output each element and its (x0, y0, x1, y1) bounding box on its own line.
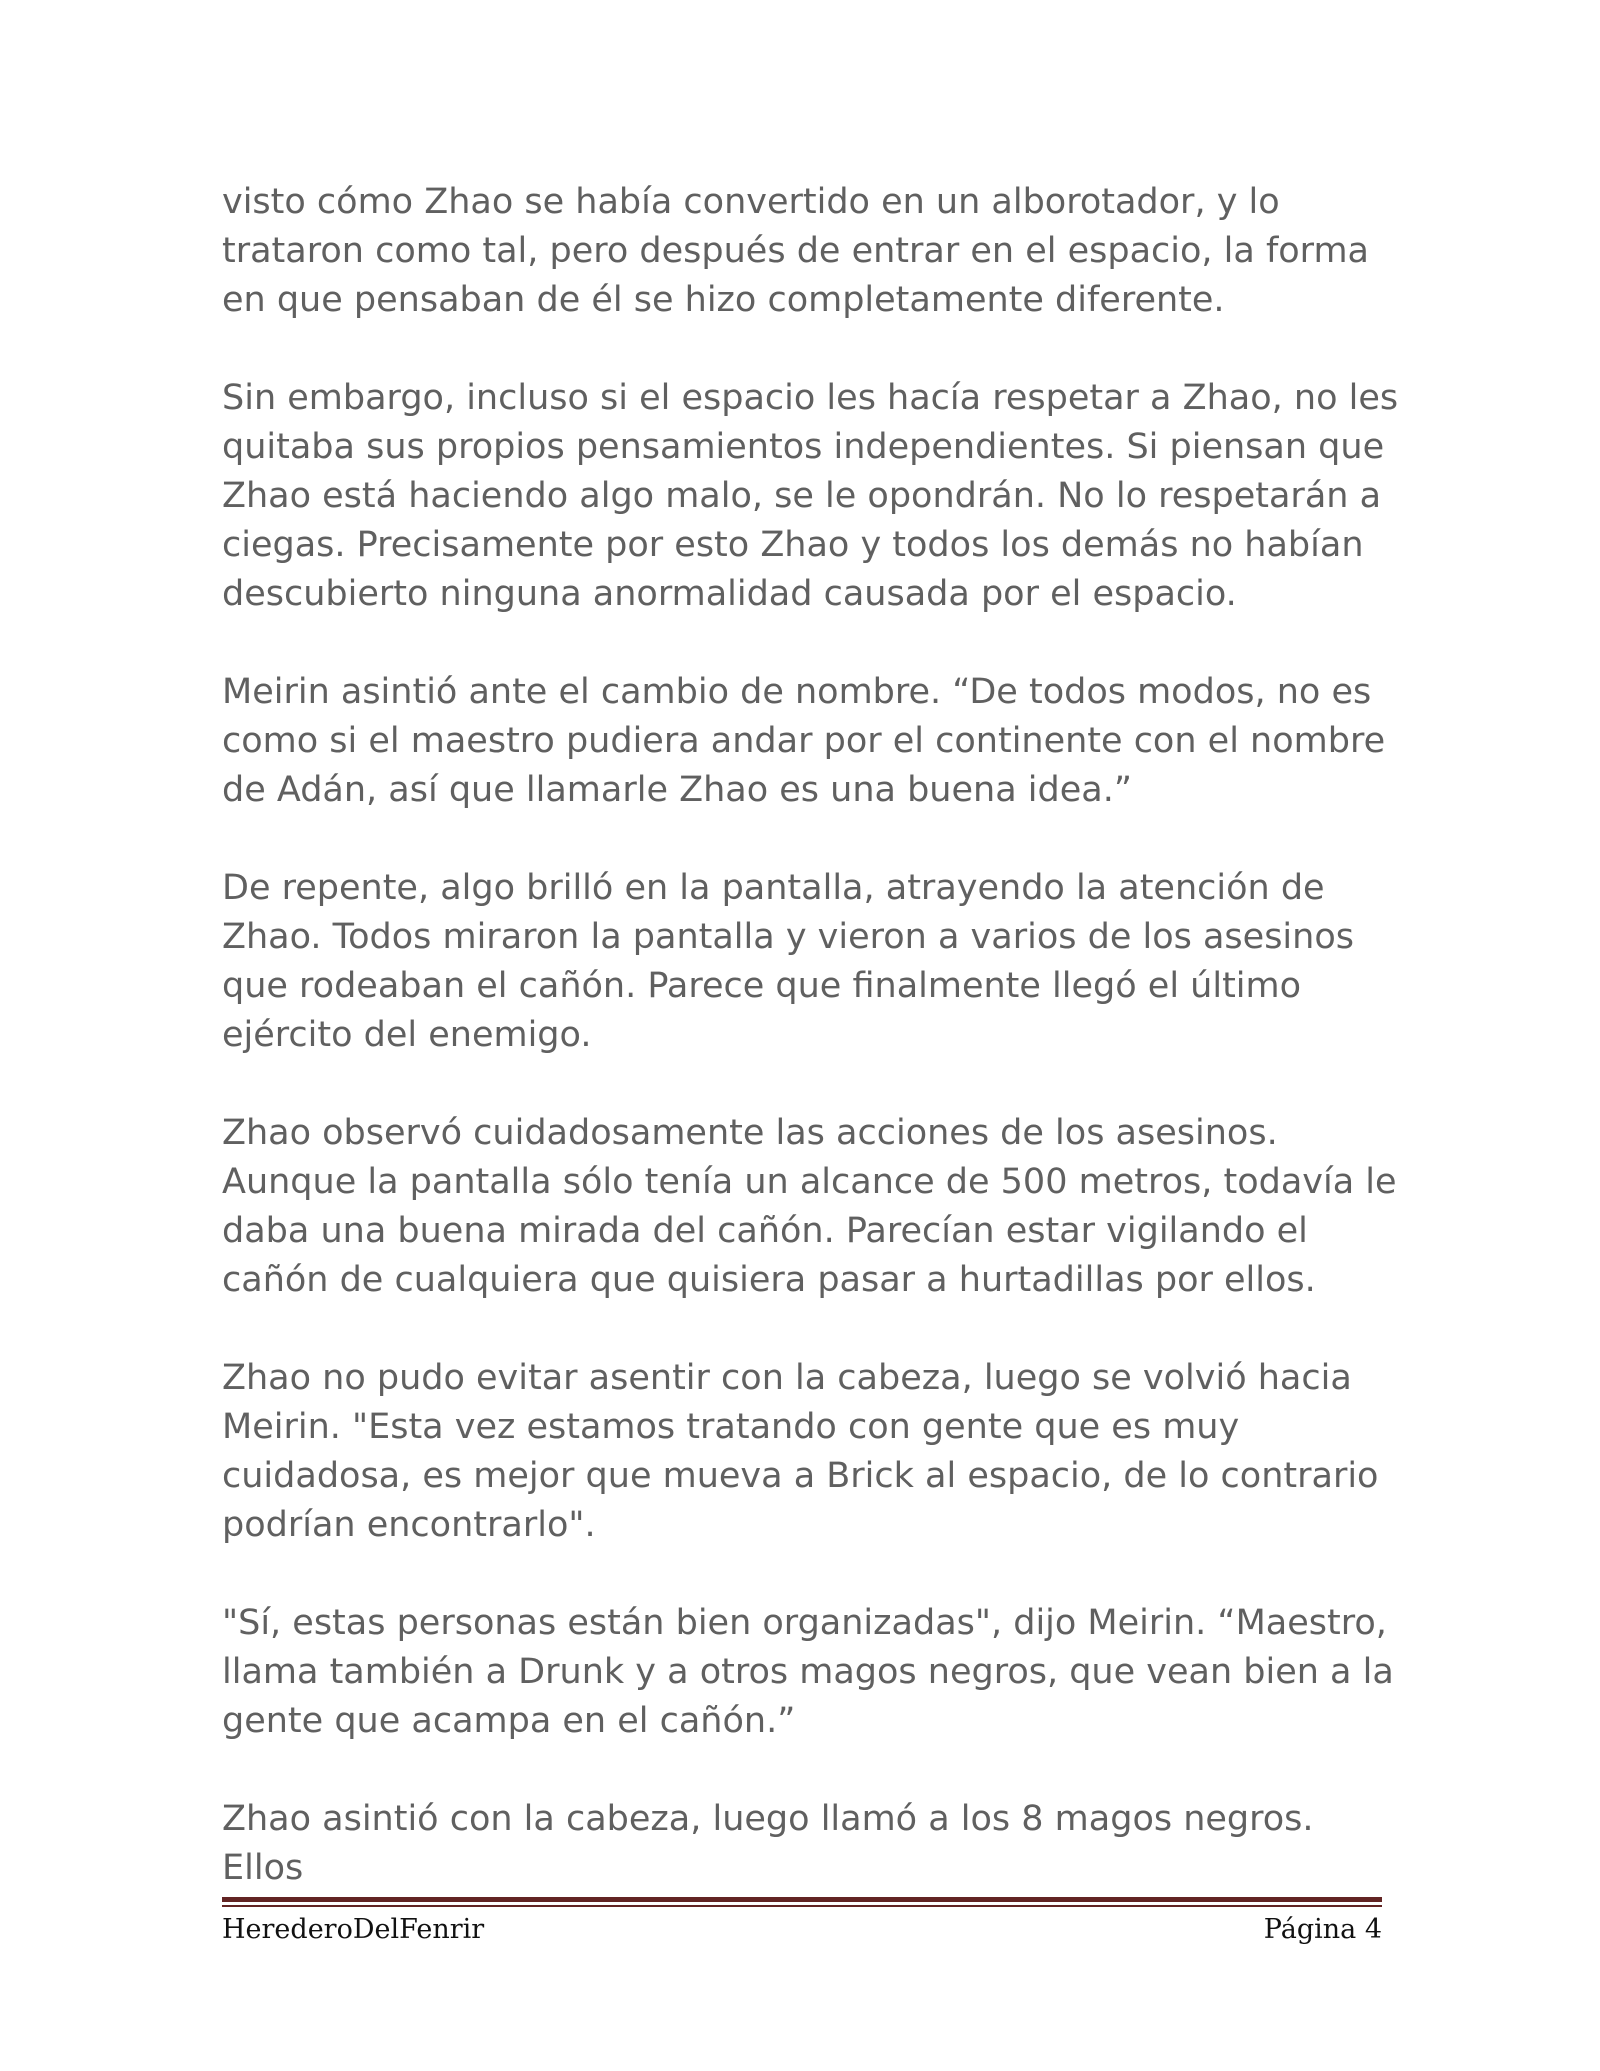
paragraph-3: Meirin asintió ante el cambio de nombre. “De todos modos, no es como si el maestro pudiera andar por el continente con el nombre de Adán, así que llamarle Zhao es una buena idea.” (222, 672, 1386, 810)
paragraph-5: Zhao observó cuidadosamente las acciones de los asesinos. Aunque la pantalla sólo tenía un alcance de 500 metros, todavía le daba una buena mirada del cañón. Parecían estar vigilando el cañón de cualquiera que quisiera pasar a hurtadillas por ellos. (222, 1113, 1397, 1300)
paragraph-7: "Sí, estas personas están bien organizadas", dijo Meirin. “Maestro, llama también a Drunk y a otros magos negros, que vean bien a la gente que acampa en el cañón.” (222, 1603, 1394, 1741)
paragraph-1: visto cómo Zhao se había convertido en un alborotador, y lo trataron como tal, pero después de entrar en el espacio, la forma en que pensaban de él se hizo completamente diferente. (222, 182, 1370, 320)
paragraph-2: Sin embargo, incluso si el espacio les hacía respetar a Zhao, no les quitaba sus propios pensamientos independientes. Si piensan que Zhao está haciendo algo malo, se le opondrán. No lo respetarán a ciegas. Precisamente por esto Zhao y todos los demás no habían descubierto ninguna anormalidad causada por el espacio. (222, 378, 1399, 614)
footer-author: HerederoDelFenrir (222, 1914, 485, 1945)
page-body (222, 178, 1402, 1893)
paragraph-4: De repente, algo brilló en la pantalla, atrayendo la atención de Zhao. Todos miraron la pantalla y vieron a varios de los asesinos que rodeaban el cañón. Parece que finalmente llegó el último ejército del enemigo. (222, 868, 1354, 1055)
footer-page-number: Página 4 (1263, 1914, 1382, 1945)
footer-rule-thin (222, 1905, 1382, 1907)
paragraph-6: Zhao no pudo evitar asentir con la cabeza, luego se volvió hacia Meirin. "Esta vez estamos tratando con gente que es muy cuidadosa, es mejor que mueva a Brick al espacio, de lo contrario podrían encontrarlo". (222, 1358, 1379, 1545)
paragraph-8: Zhao asintió con la cabeza, luego llamó a los 8 magos negros. Ellos (222, 1799, 1314, 1888)
footer-rule-thick (222, 1897, 1382, 1902)
